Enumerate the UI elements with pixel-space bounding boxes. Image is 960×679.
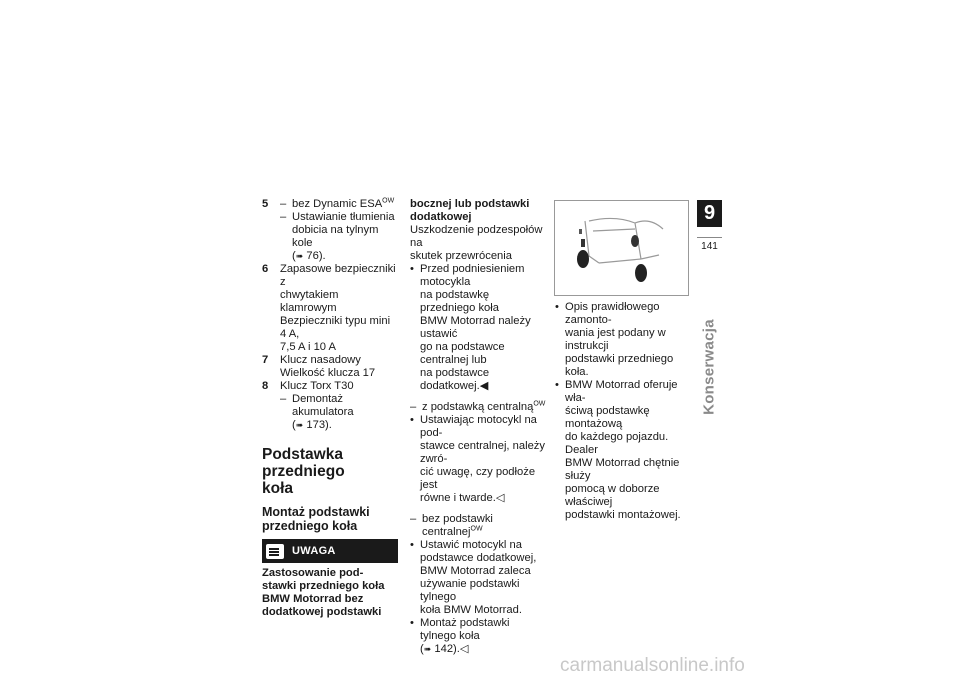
divider (697, 237, 722, 238)
page-ref-link[interactable]: 142). (434, 643, 460, 655)
dash-icon: – (280, 211, 287, 223)
list-item-7: 7 Klucz nasadowy (262, 354, 361, 366)
section-side-label: Konserwacja (700, 319, 718, 415)
bullet-item: • BMW Motorrad oferuje wła- ściwą podstawkę montażową do każdego pojazdu. Dealer BMW Motorrad chętnie służy pomocą w doborze właściwej podstawki montażowej. (555, 379, 681, 521)
arrow-icon: ➠ (295, 251, 304, 261)
warning-text: Zastosowanie pod- stawki przedniego koła BMW Motorrad bez dodatkowej podstawki (262, 567, 385, 618)
chapter-number: 9 (697, 200, 722, 227)
wheel-icon (577, 250, 589, 268)
warning-banner (262, 539, 398, 563)
warning-label: UWAGA (292, 544, 336, 557)
list-item-5: 5 – bez Dynamic $ESA^{OW}$ (262, 197, 395, 210)
condition-item: – z podstawką centralną$^{OW}$ (410, 400, 546, 413)
warning-consequence: Uszkodzenie podzespołów na skutek przewrócenia (410, 224, 543, 262)
bullet-item: • Ustawić motocykl na podstawce dodatkowej, BMW Motorrad zaleca używanie podstawki tylnego koła BMW Motorrad. (410, 539, 537, 616)
front-wheel-stand-image (554, 200, 689, 296)
condition-item: – bez podstawki centralnej$^{OW}$ (410, 513, 493, 538)
dash-icon: – (280, 393, 287, 405)
dash-icon: – (280, 198, 287, 210)
bullet-item: • Przed podniesieniem motocykla na podstawkę przedniego koła BMW Motorrad należy ustawić go na podstawce centralnej lub na podstawce dodatkowej.◀ (410, 263, 531, 392)
arrow-icon: ➠ (295, 420, 304, 430)
column-2 (410, 198, 546, 656)
end-marker-icon: ◀ (479, 380, 489, 392)
subsection-heading: Montaż podstawki przedniego koła (262, 505, 370, 533)
front-wheel-stand-illustration (555, 201, 688, 295)
wheel-icon (635, 264, 647, 282)
bullet-icon: • (410, 539, 414, 551)
section-heading: Podstawka przedniego koła (262, 446, 345, 497)
end-marker-icon: ◁ (459, 643, 469, 655)
bullet-icon: • (555, 379, 559, 391)
page-ref-link[interactable]: 76). (306, 250, 326, 262)
dash-icon: – (410, 401, 417, 413)
item-number: 5 (262, 198, 269, 210)
sub-item: – Ustawianie tłumienia (280, 211, 395, 223)
bullet-icon: • (555, 301, 559, 313)
warning-icon (266, 544, 284, 559)
chapter-tab (697, 200, 722, 252)
warning-text-cont: bocznej lub podstawki dodatkowej (410, 198, 530, 223)
bullet-icon: • (410, 414, 414, 426)
bullet-item: • Opis prawidłowego zamonto- wania jest podany w instrukcji podstawki przedniego koła. (555, 301, 674, 378)
bullet-icon: • (410, 617, 414, 629)
column-1: 5 – bez Dynamic $ESA^{OW}$ – Ustawianie tłumienia dobicia na tylnym kole (➠ 76). 6 Zapasowe bezpieczniki z chwytakiem klamrowym Bezpieczniki typu mini 4 A, 7,5 A i 10 A 7 Klucz nasadowy Wielkość klucza 17 8 Klucz Torx T30 – Demontaż akumulatora (➠ 173). Podstawka przedniego koła Montaż podstawki przedniego koła UWAGA Zastosowanie pod- stawki przedniego koła BMW Motorrad bez dodatkowej podstawki (262, 198, 398, 619)
page-ref-link[interactable]: 173). (306, 419, 332, 431)
end-marker-icon: ◁ (495, 492, 505, 504)
list-item-8: 8 Klucz Torx T30 (262, 380, 354, 392)
bullet-item: • Montaż podstawki tylnego koła (➠ 142).◁ (410, 617, 510, 655)
dash-icon: – (410, 513, 417, 525)
arrow-icon: ➠ (423, 644, 432, 654)
column-3 (555, 301, 689, 522)
page-number: 141 (701, 241, 718, 252)
watermark: carmanualsonline.info (560, 655, 745, 676)
list-item-6: 6 Zapasowe bezpieczniki z (262, 263, 396, 288)
bullet-icon: • (410, 263, 414, 275)
bullet-item: • Ustawiając motocykl na pod- stawce centralnej, należy zwró- cić uwagę, czy podłoże jest równe i twarde.◁ (410, 414, 545, 504)
